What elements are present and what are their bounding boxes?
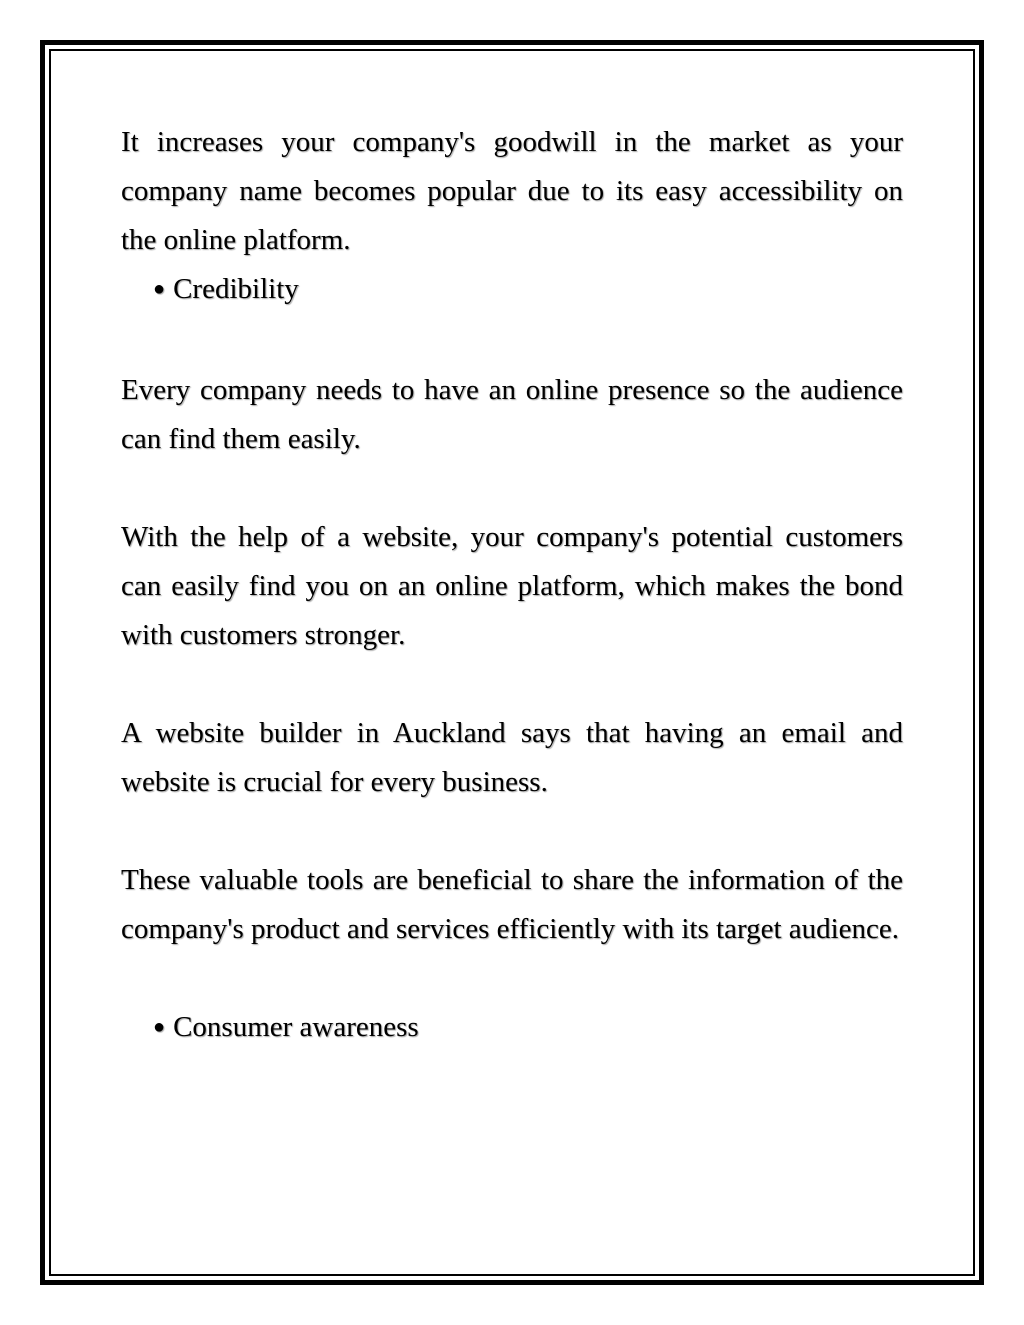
document-body <box>121 118 903 1055</box>
paragraph-website-builder: A website builder in Auckland says that having an email and website is crucial for every business. <box>121 717 903 798</box>
paragraph-valuable-tools: These valuable tools are beneficial to share the information of the company's product and services efficiently with its target audience. <box>121 864 903 945</box>
bullet-icon: ● <box>153 278 166 300</box>
bullet-label: Credibility <box>173 273 299 305</box>
bullet-label: Consumer awareness <box>173 1011 419 1043</box>
bullet-credibility <box>121 265 903 317</box>
paragraph-goodwill: It increases your company's goodwill in the market as your company name becomes popular due to its easy accessibility on the online platform. <box>121 126 903 256</box>
paragraph-online-presence: Every company needs to have an online presence so the audience can find them easily. <box>121 374 903 455</box>
bullet-consumer-awareness <box>121 1003 903 1055</box>
bullet-icon: ● <box>153 1016 166 1038</box>
paragraph-website-help: With the help of a website, your company's potential customers can easily find you on an online platform, which makes the bond with customers stronger. <box>121 521 903 651</box>
